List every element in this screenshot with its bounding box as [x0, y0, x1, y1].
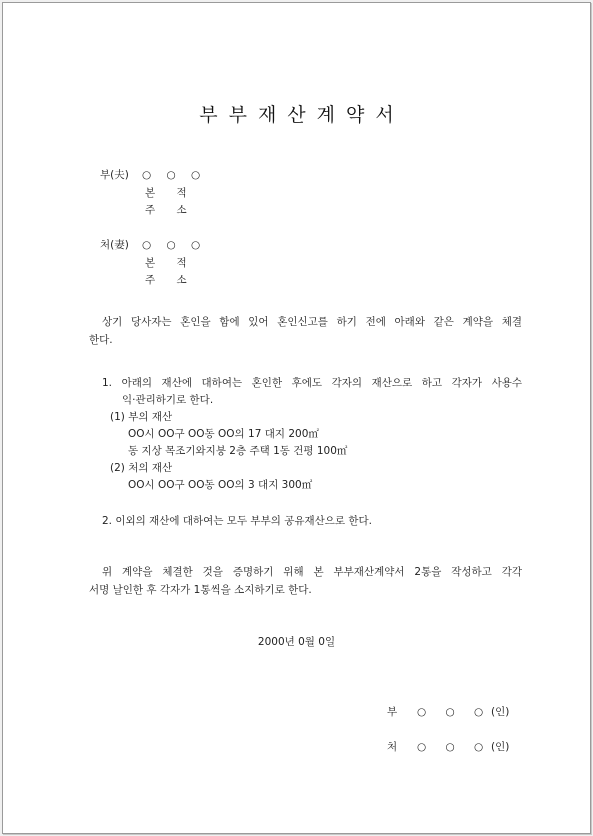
signature-husband-label: 부 [387, 706, 398, 718]
clause1-husband-item-1: OO시 OO구 OO동 OO의 17 대지 200㎡ [128, 428, 319, 440]
clause1-wife-heading: (2) 처의 재산 [110, 462, 173, 474]
husband-address: 주 소 [145, 204, 196, 216]
clause1-husband-heading: (1) 부의 재산 [110, 411, 173, 423]
husband-domicile: 본 적 [145, 187, 196, 199]
contract-date: 2000년 0월 0일 [257, 636, 336, 648]
wife-domicile: 본 적 [145, 257, 196, 269]
husband-label: 부(夫) [100, 169, 129, 181]
signature-wife-label: 처 [387, 741, 398, 753]
signature-husband-seal: (인) [491, 706, 510, 718]
document-title: 부부재산계약서 [199, 104, 405, 126]
intro-line-2: 한다. [89, 334, 113, 346]
closing-line-2: 서명 날인한 후 각자가 1통씩을 소지하기로 한다. [89, 584, 312, 596]
clause2-text: 2. 이외의 재산에 대하여는 모두 부부의 공유재산으로 한다. [102, 515, 373, 527]
clause1-line-1: 1. 아래의 재산에 대하여는 혼인한 후에도 각자의 재산으로 하고 각자가 사용수 [102, 377, 522, 389]
clause1-husband-item-2: 동 지상 목조기와지붕 2층 주택 1동 건평 100㎡ [128, 445, 348, 457]
signature-husband-mark: ○ ○ ○ [417, 706, 484, 718]
closing-line-1: 위 계약을 체결한 것을 증명하기 위해 본 부부재산계약서 2통을 작성하고 각각 [102, 566, 522, 578]
wife-name: ○ ○ ○ [142, 239, 207, 251]
signature-wife-seal: (인) [491, 741, 510, 753]
document-page [2, 2, 591, 834]
wife-address: 주 소 [145, 274, 196, 286]
clause1-wife-item-1: OO시 OO구 OO동 OO의 3 대지 300㎡ [128, 479, 313, 491]
wife-label: 처(妻) [100, 239, 129, 251]
intro-line-1: 상기 당사자는 혼인을 함에 있어 혼인신고를 하기 전에 아래와 같은 계약을 체결 [102, 316, 522, 328]
husband-name: ○ ○ ○ [142, 169, 207, 181]
clause1-line-2: 익·관리하기로 한다. [122, 394, 214, 406]
signature-wife-mark: ○ ○ ○ [417, 741, 484, 753]
